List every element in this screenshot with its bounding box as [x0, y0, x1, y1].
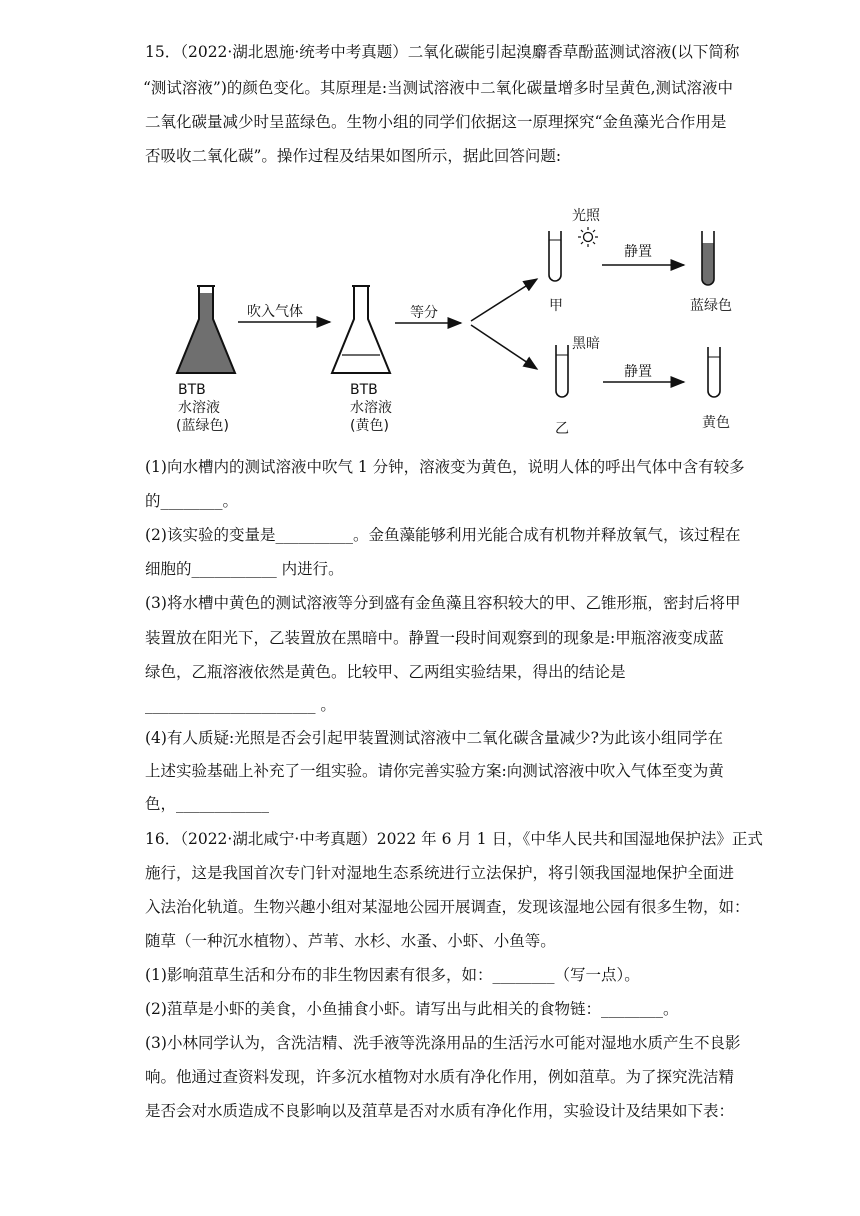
blow-gas-label: 吹入气体 — [247, 304, 303, 320]
flask-yellow — [332, 286, 390, 373]
q16-line-2: 施行，这是我国首次专门针对湿地生态系统进行立法保护，将引领我国湿地保护全面进 — [145, 864, 735, 882]
q16-part-3a: (3)小林同学认为，含洗洁精、洗手液等洗涤用品的生活污水可能对湿地水质产生不良影 — [145, 1034, 741, 1052]
flask1-label-1: BTB — [178, 382, 206, 398]
q15-part-3a: (3)将水槽中黄色的测试溶液等分到盛有金鱼藻且容积较大的甲、乙锥形瓶，密封后将甲 — [145, 594, 741, 612]
dark-label: 黑暗 — [572, 336, 600, 352]
divide-label: 等分 — [410, 305, 438, 321]
flask1-label-2: 水溶液 — [178, 400, 220, 416]
q15-part-4b: 上述实验基础上补充了一组实验。请你完善实验方案:向测试溶液中吹入气体至变为黄 — [145, 762, 724, 780]
q15-part-4a: (4)有人质疑:光照是否会引起甲装置测试溶液中二氧化碳含量减少?为此该小组同学在 — [145, 729, 723, 747]
q16-part-3b: 响。他通过查资料发现，许多沉水植物对水质有净化作用，例如菹草。为了探究洗洁精 — [145, 1068, 735, 1086]
q15-part-3d: ______________________ 。 — [145, 696, 336, 714]
tube-a-label: 甲 — [549, 298, 563, 314]
q15-part-2a: (2)该实验的变量是__________。金鱼藻能够利用光能合成有机物并释放氧气，该过程在 — [145, 526, 741, 544]
split-arrow-down — [471, 325, 537, 369]
q15-line-3: 二氧化碳量减少时呈蓝绿色。生物小组的同学们依据这一原理探究“金鱼藻光合作用是 — [145, 113, 727, 131]
tube-a-action: 静置 — [624, 244, 652, 260]
flask2-label-1: BTB — [350, 382, 378, 398]
q15-part-4c: 色，____________ — [145, 795, 270, 813]
tube-b — [556, 345, 568, 397]
tube-a — [549, 231, 561, 281]
q15-part-3c: 绿色，乙瓶溶液依然是黄色。比较甲、乙两组实验结果，得出的结论是 — [145, 663, 626, 681]
flask-blue-green — [177, 286, 235, 373]
sun-icon — [578, 227, 598, 247]
tube-b-result: 黄色 — [702, 415, 730, 431]
q16-line-3: 入法治化轨道。生物兴趣小组对某湿地公园开展调查，发现该湿地公园有很多生物，如： — [145, 898, 750, 916]
experiment-figure — [0, 195, 860, 445]
q15-part-1b: 的________。 — [145, 492, 239, 510]
q15-line-1: 15．（2022·湖北恩施·统考中考真题）二氧化碳能引起溴麝香草酚蓝测试溶液(以下简称 — [145, 43, 740, 61]
q15-line-4: 否吸收二氧化碳”。操作过程及结果如图所示，据此回答问题: — [145, 147, 562, 165]
flask1-label-3: (蓝绿色) — [176, 418, 229, 434]
q15-part-2b: 细胞的___________ 内进行。 — [145, 560, 344, 578]
q16-part-1: (1)影响菹草生活和分布的非生物因素有很多，如：________（写一点）。 — [145, 966, 640, 984]
light-label: 光照 — [572, 208, 600, 224]
q16-line-1: 16．（2022·湖北咸宁·中考真题）2022 年 6 月 1 日，《中华人民共和国湿地保护法》正式 — [145, 830, 763, 848]
tube-b-result-tube — [708, 347, 720, 397]
q15-part-1a: (1)向水槽内的测试溶液中吹气 1 分钟，溶液变为黄色，说明人体的呼出气体中含有较多 — [145, 458, 745, 476]
q16-part-3c: 是否会对水质造成不良影响以及菹草是否对水质有净化作用，实验设计及结果如下表： — [145, 1102, 735, 1120]
split-arrow-up — [471, 279, 537, 321]
flask2-label-2: 水溶液 — [350, 400, 392, 416]
q16-line-4: 随草（一种沉水植物）、芦苇、水杉、水蚤、小虾、小鱼等。 — [145, 932, 556, 950]
tube-b-label: 乙 — [555, 421, 569, 437]
tube-b-action: 静置 — [624, 364, 652, 380]
q15-line-2: “测试溶液”)的颜色变化。其原理是:当测试溶液中二氧化碳量增多时呈黄色,测试溶液中 — [143, 79, 734, 97]
q16-part-2: (2)菹草是小虾的美食，小鱼捕食小虾。请写出与此相关的食物链：________。 — [145, 1000, 679, 1018]
tube-a-result-tube — [702, 231, 714, 285]
q15-part-3b: 装置放在阳光下，乙装置放在黑暗中。静置一段时间观察到的现象是:甲瓶溶液变成蓝 — [145, 629, 724, 647]
tube-a-result: 蓝绿色 — [690, 298, 732, 314]
flask2-label-3: (黄色) — [350, 418, 389, 434]
